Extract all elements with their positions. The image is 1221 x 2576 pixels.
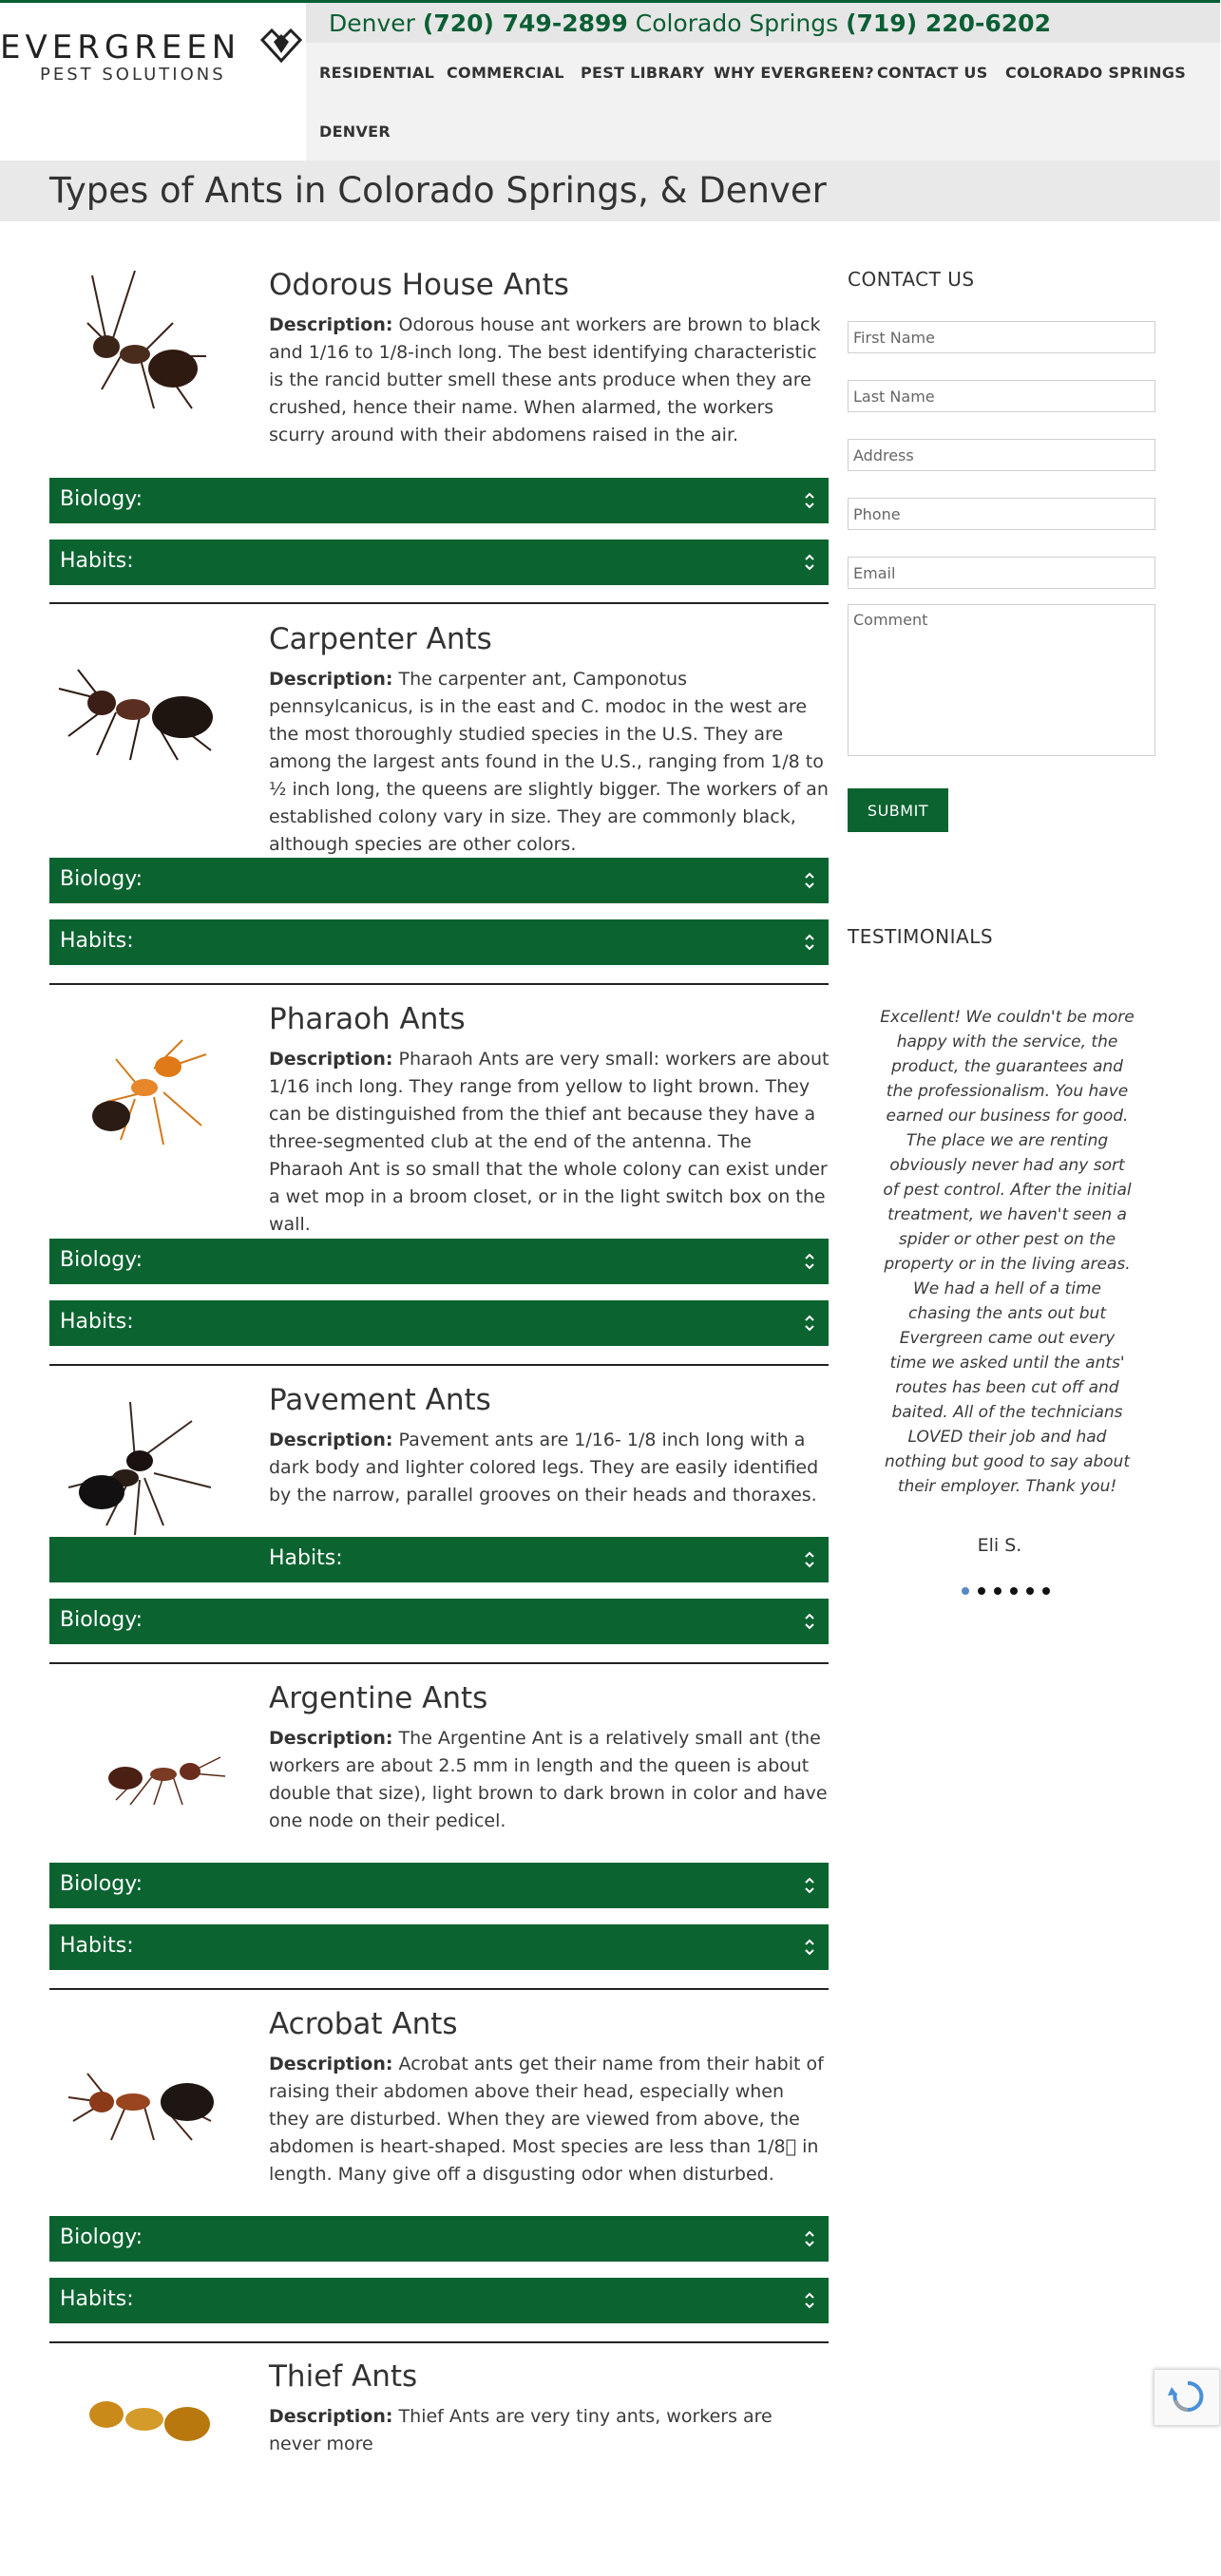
- carousel-dot[interactable]: [1026, 1587, 1034, 1595]
- nav-contact-us[interactable]: CONTACT US: [877, 64, 988, 82]
- phone-field[interactable]: [848, 498, 1155, 530]
- last-name-input[interactable]: [849, 381, 1154, 411]
- ant-description: Description: Odorous house ant workers are brown to black and 1/16 to 1/8-inch long. The best identifying characteristic is the rancid butter smell these ants produce when they are crushed, hence their name. When alarmed, the workers scurry around with their abdomens raised in the air.: [269, 314, 821, 445]
- acrobat-ant-photo: [49, 2007, 239, 2188]
- accordion-label: Biology:: [60, 1872, 143, 1896]
- nav-residential[interactable]: RESIDENTIAL: [319, 64, 435, 82]
- carousel-dot[interactable]: [1010, 1587, 1018, 1595]
- accordion-label: Habits:: [60, 1310, 134, 1334]
- accordion-label: Habits:: [60, 1934, 134, 1958]
- first-name-input[interactable]: [849, 322, 1154, 352]
- carousel-dot[interactable]: [978, 1587, 985, 1595]
- biology-accordion[interactable]: [49, 1599, 829, 1644]
- ant-description: Description: Pavement ants are 1/16- 1/8 inch long with a dark body and lighter colored legs. They are easily identified by the narrow, parallel grooves on their heads and thoraxes.: [269, 1430, 819, 1506]
- thief-ant-photo: [49, 2396, 239, 2576]
- logo-mountain-icon: [260, 30, 302, 63]
- submit-button[interactable]: SUBMIT: [848, 788, 948, 832]
- nav-pest-library[interactable]: PEST LIBRARY: [581, 64, 705, 82]
- accordion-label: Biology:: [60, 487, 143, 511]
- testimonials-heading: TESTIMONIALS: [848, 925, 994, 948]
- accordion-label: Habits:: [60, 2287, 134, 2311]
- recaptcha-badge[interactable]: [1154, 2369, 1220, 2426]
- chevron-updown-icon: [804, 1549, 815, 1570]
- divider: [49, 602, 829, 604]
- address-input[interactable]: [849, 440, 1154, 470]
- carousel-dot[interactable]: [994, 1587, 1002, 1595]
- habits-accordion[interactable]: [49, 540, 829, 585]
- comment-textarea[interactable]: [849, 605, 1154, 755]
- ant-entry: [49, 1681, 829, 1852]
- divider: [49, 1662, 829, 1664]
- title-bar: [0, 161, 1220, 221]
- email-input[interactable]: [849, 558, 1154, 588]
- chevron-updown-icon: [804, 1251, 815, 1272]
- chevron-updown-icon: [804, 1937, 815, 1958]
- odorous-house-ant-photo: [49, 266, 239, 446]
- carousel-dot[interactable]: [962, 1587, 969, 1595]
- habits-accordion[interactable]: [49, 1537, 829, 1582]
- chevron-updown-icon: [804, 2290, 815, 2311]
- carpenter-ant-photo: [49, 632, 239, 812]
- accordion-label: Biology:: [60, 1608, 143, 1632]
- argentine-ant-photo: [49, 1681, 239, 1862]
- comment-field[interactable]: [848, 604, 1155, 756]
- accordion-label: Biology:: [60, 2226, 143, 2249]
- chevron-updown-icon: [804, 932, 815, 953]
- email-field[interactable]: [848, 557, 1155, 589]
- ant-entry: [49, 2359, 829, 2454]
- chevron-updown-icon: [804, 552, 815, 573]
- divider: [49, 1988, 829, 1990]
- divider: [49, 2341, 829, 2343]
- city-denver: Denver: [329, 9, 415, 37]
- nav-why-evergreen[interactable]: WHY EVERGREEN?: [714, 64, 874, 82]
- divider: [49, 983, 829, 985]
- carousel-dots[interactable]: [962, 1581, 1076, 1592]
- phone-colorado-springs[interactable]: (719) 220-6202: [846, 9, 1051, 37]
- logo[interactable]: [0, 28, 304, 85]
- chevron-updown-icon: [804, 1875, 815, 1896]
- accordion-label: Habits:: [269, 1546, 343, 1570]
- accordion-label: Biology:: [60, 867, 143, 891]
- ant-entry: [49, 622, 829, 855]
- ant-entry: [49, 1383, 829, 1535]
- chevron-updown-icon: [804, 490, 815, 511]
- carousel-dot[interactable]: [1042, 1587, 1050, 1595]
- chevron-updown-icon: [804, 870, 815, 891]
- chevron-updown-icon: [804, 1611, 815, 1632]
- logo-wordmark: EVERGREEN: [0, 28, 241, 66]
- habits-accordion[interactable]: [49, 919, 829, 965]
- ant-entry: [49, 1002, 830, 1235]
- testimonial-author: Eli S.: [977, 1535, 1022, 1556]
- ant-name: Carpenter Ants: [269, 622, 492, 656]
- ant-name: Argentine Ants: [269, 1681, 488, 1715]
- ant-description: Description: Acrobat ants get their name from their habit of raising their abdomen above their head, especially when they are disturbed. When they are viewed from above, the abdomen is heart-shaped. Most species are less than 1/8  in length. Many give off a disgusting odor when disturbed.: [269, 2054, 824, 2185]
- biology-accordion[interactable]: [49, 478, 829, 523]
- biology-accordion[interactable]: [49, 2216, 829, 2262]
- ant-description: Description: Pharaoh Ants are very small: workers are about 1/16 inch long. They range from yellow to light brown. They can be distinguished from the thief ant because they have a three-segmented club at the end of the antenna. The Pharaoh Ant is so small that the whole colony can exist under a wet mop in a broom closet, or in the light switch box on the wall.: [269, 1049, 830, 1235]
- nav-commercial[interactable]: COMMERCIAL: [447, 64, 564, 82]
- biology-accordion[interactable]: [49, 1239, 829, 1284]
- ant-name: Pharaoh Ants: [269, 1002, 466, 1036]
- testimonial-quote: Excellent! We couldn't be more happy with the service, the product, the guarantees and the professionalism. You have earned our business for good. The place we are renting obviously never had any sort of pest control. After the initial treatment, we haven't seen a spider or other pest on the property or in the living areas. We had a hell of a time chasing the ants out but Evergreen came out every time we asked until the ants' routes has been cut off and baited. All of the technicians LOVED their job and had nothing but good to say about their employer. Thank you!: [880, 1008, 1135, 1496]
- header: [306, 3, 1220, 161]
- phone-denver[interactable]: (720) 749-2899: [422, 9, 628, 37]
- habits-accordion[interactable]: [49, 1924, 829, 1970]
- ant-entry: [49, 2007, 829, 2197]
- accordion-label: Biology:: [60, 1248, 143, 1272]
- recaptcha-icon: [1154, 2370, 1221, 2427]
- first-name-field[interactable]: [848, 321, 1155, 353]
- chevron-updown-icon: [804, 2228, 815, 2249]
- ant-name: Acrobat Ants: [269, 2007, 458, 2041]
- ant-name: Odorous House Ants: [269, 268, 569, 302]
- ant-name: Thief Ants: [269, 2359, 418, 2394]
- habits-accordion[interactable]: [49, 1300, 829, 1346]
- biology-accordion[interactable]: [49, 1863, 829, 1908]
- chevron-updown-icon: [804, 1313, 815, 1334]
- accordion-label: Habits:: [60, 549, 134, 573]
- nav-denver[interactable]: DENVER: [319, 123, 391, 141]
- city-colorado-springs: Colorado Springs: [635, 9, 839, 37]
- ant-name: Pavement Ants: [269, 1383, 491, 1417]
- address-field[interactable]: [848, 439, 1155, 471]
- habits-accordion[interactable]: [49, 2278, 829, 2323]
- ant-description: Description: Thief Ants are very tiny ants, workers are never more: [269, 2406, 773, 2454]
- page-title: Types of Ants in Colorado Springs, & Denver: [49, 170, 827, 211]
- ant-description: Description: The carpenter ant, Camponotus pennsylcanicus, is in the east and C. modoc in the west are the most thoroughly studied species in the U.S. They are among the largest ants found in the U.S., ranging from 1/8 to ½ inch long, the queens are slightly bigger. The workers of an established colony vary in size. They are commonly black, although species are other colors.: [269, 669, 829, 855]
- contact-heading: CONTACT US: [848, 268, 975, 291]
- logo-tagline: PEST SOLUTIONS: [40, 65, 226, 85]
- biology-accordion[interactable]: [49, 858, 829, 903]
- ant-entry: [49, 266, 829, 456]
- pharaoh-ant-photo: [49, 1012, 239, 1192]
- nav-colorado-springs[interactable]: COLORADO SPRINGS: [1005, 64, 1187, 82]
- last-name-field[interactable]: [848, 380, 1155, 412]
- accordion-label: Habits:: [60, 929, 134, 953]
- ant-description: Description: The Argentine Ant is a relatively small ant (the workers are about 2.5 mm in length and the queen is about double that size), light brown to dark brown in color and have one node on their pedicel.: [269, 1728, 828, 1831]
- phone-bar: [306, 3, 1220, 43]
- phone-input[interactable]: [849, 499, 1154, 529]
- divider: [49, 1364, 829, 1366]
